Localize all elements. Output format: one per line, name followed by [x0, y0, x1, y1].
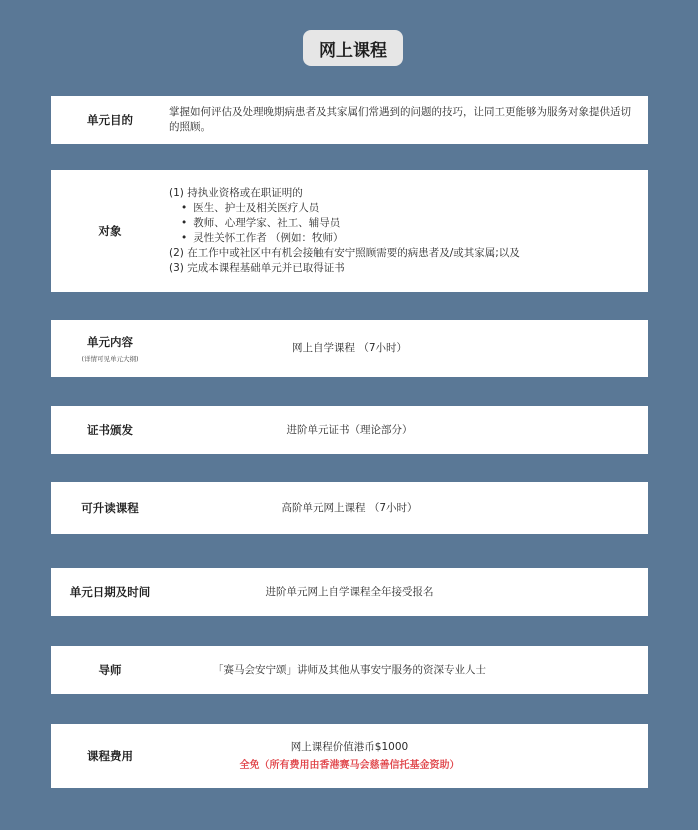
- row-label: 单元目的: [87, 113, 133, 127]
- audience-item-1: (1) 持执业资格或在职证明的: [169, 187, 303, 199]
- row-text: 进阶单元网上自学课程全年接受报名: [265, 585, 434, 598]
- row-label: 可升读课程: [81, 501, 139, 515]
- row-text: 进阶单元证书（理论部分）: [286, 423, 413, 436]
- row-text: 掌握如何评估及处理晚期病患者及其家属们常遇到的问题的技巧，让同工更能够为服务对象提供适切的照顾。: [169, 106, 631, 133]
- fee-block: [169, 740, 648, 773]
- bullet-item: • 灵性关怀工作者 （例如：牧师）: [181, 231, 636, 246]
- row-content: [51, 320, 648, 377]
- fee-text: 网上课程价值港币$1000: [290, 740, 409, 753]
- row-label-group: [51, 334, 169, 363]
- audience-bullets: [169, 201, 636, 246]
- row-sublabel: (详情可见单元大纲): [81, 355, 139, 363]
- page-title: 网上课程: [303, 30, 403, 66]
- row-label: 单元内容: [87, 335, 133, 349]
- audience-item-3: (3) 完成本课程基础单元并已取得证书: [169, 262, 345, 274]
- row-label: 对象: [98, 224, 122, 238]
- fee-note: 全免（所有费用由香港赛马会慈善信托基金资助）: [239, 759, 460, 771]
- row-text: 「赛马会安宁颂」讲师及其他从事安宁服务的资深专业人士: [213, 663, 486, 676]
- row-label: 课程费用: [87, 749, 133, 763]
- audience-list: [169, 186, 648, 276]
- row-label: 单元日期及时间: [69, 585, 151, 599]
- row-fee: [51, 724, 648, 788]
- row-schedule: [51, 568, 648, 616]
- row-tutor: [51, 646, 648, 694]
- bullet-item: • 教师、心理学家、社工、辅导员: [181, 216, 636, 231]
- row-certificate: [51, 406, 648, 454]
- row-label: 导师: [98, 663, 122, 677]
- row-label: 证书颁发: [87, 423, 133, 437]
- row-purpose: [51, 96, 648, 144]
- row-text: 网上自学课程 （7小时）: [291, 342, 408, 354]
- row-upgrade: [51, 482, 648, 534]
- bullet-item: • 医生、护士及相关医疗人员: [181, 201, 636, 216]
- audience-item-2: (2) 在工作中或社区中有机会接触有安宁照顾需要的病患者及/或其家属;以及: [169, 247, 520, 259]
- row-audience: [51, 170, 648, 292]
- row-text: 高阶单元网上课程 （7小时）: [281, 501, 418, 514]
